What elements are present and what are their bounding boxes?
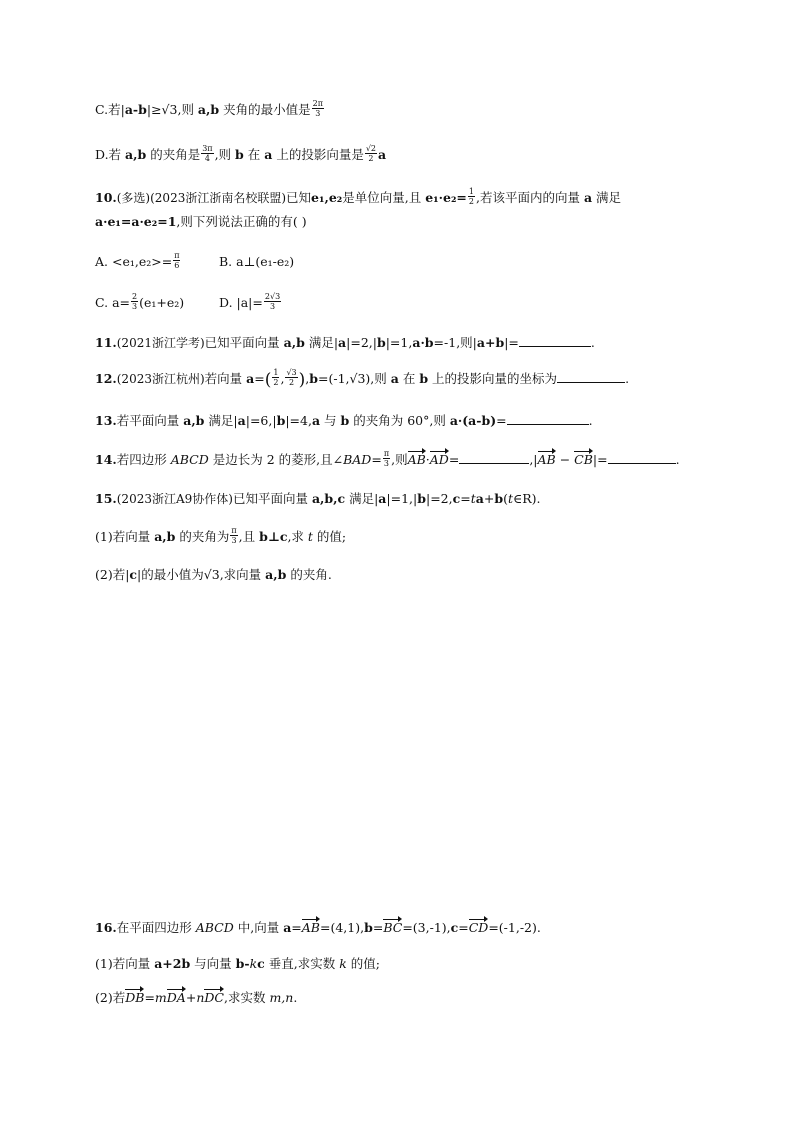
question-number: 13. <box>95 413 117 428</box>
vec-text: a-b <box>124 102 147 117</box>
option-9d <box>95 145 386 165</box>
question-16: 16.在平面四边形 ABCD 中,向量 a=AB=(4,1),b=BC=(3,-1),c=CD=(-1,-2). <box>95 918 541 938</box>
text: 的夹角是 <box>146 147 201 162</box>
vec-text: e₁·e₂= <box>425 190 467 205</box>
text: 已知 <box>286 190 312 205</box>
answer-blank[interactable] <box>459 451 529 464</box>
question-14: 14.若四边形 ABCD 是边长为 2 的菱形,且∠BAD= $\frac{\pi}{3}$ ,则AB·AD= ,|AB − CB|= . <box>95 449 680 468</box>
question-10 <box>95 188 621 208</box>
question-number: 16. <box>95 920 117 935</box>
fraction: $\frac{2\pi}{3}$ <box>312 99 323 118</box>
question-number: 10. <box>95 190 117 205</box>
vec-text: b <box>235 147 244 162</box>
text: 满足 <box>592 190 622 205</box>
question-16-part1: (1)若向量 a+2b 与向量 b-kc 垂直,求实数 k 的值; <box>95 956 380 971</box>
option-a: A. <e₁,e₂>= $\frac{\pi}{6}$ <box>95 251 180 270</box>
source-tag: (多选)(2023浙江浙南名校联盟) <box>116 191 287 205</box>
question-10-options-cd <box>95 292 281 313</box>
question-number: 15. <box>95 491 117 506</box>
text: 在 <box>243 147 265 162</box>
question-10-options-ab <box>95 251 295 272</box>
question-15-part2: (2)若|c|的最小值为√3,求向量 a,b 的夹角. <box>95 567 332 582</box>
text: ,则下列说法正确的有( ) <box>176 214 307 229</box>
text: ≥ <box>151 102 162 117</box>
fraction: $\frac{1}{2}$ <box>468 187 474 206</box>
question-16-part2: (2)若DB=mDA+nDC,求实数 m,n. <box>95 988 297 1008</box>
answer-blank[interactable] <box>507 412 589 425</box>
text: D.若 <box>95 147 126 162</box>
text: 是单位向量,且 <box>342 190 426 205</box>
question-number: 12. <box>95 371 117 386</box>
text: ,若该平面内的向量 <box>476 190 584 205</box>
source-tag: (2023浙江杭州) <box>116 372 205 386</box>
text: ,则 <box>214 147 236 162</box>
fraction: $\frac{3\pi}{4}$ <box>202 144 213 163</box>
answer-blank[interactable] <box>519 334 591 347</box>
option-c: C. a= $\frac{2}{3}$ (e₁+e₂) <box>95 292 185 311</box>
answer-blank[interactable] <box>608 451 676 464</box>
question-number: 11. <box>95 335 117 350</box>
source-tag: (2023浙江A9协作体) <box>116 492 233 506</box>
question-12: 12.(2023浙江杭州)若向量 a=( $\frac{1}{2}$ , $\frac{√3}{2}$ ),b=(-1,√3),则 a 在 b 上的投影向量的坐标为 . <box>95 368 630 390</box>
answer-blank[interactable] <box>557 370 625 383</box>
option-b: B. a⊥(e₁-e₂) <box>219 254 295 269</box>
question-10-line2 <box>95 212 307 232</box>
vec-text: a <box>583 190 593 205</box>
vec-text: e₁,e₂ <box>311 190 343 205</box>
option-9c: C.若|a-b|≥√3,则 a,b 夹角的最小值是 $\frac{2\pi}{3}$ <box>95 99 323 118</box>
sqrt: √3 <box>161 102 178 117</box>
source-tag: (2021浙江学考) <box>116 336 205 350</box>
question-11: 11.(2021浙江学考)已知平面向量 a,b 满足|a|=2,|b|=1,a·b=-1,则|a+b|= . <box>95 335 595 350</box>
text: 夹角的最小值是 <box>219 102 311 117</box>
question-15-part1: (1)若向量 a,b 的夹角为 $\frac{\pi}{3}$ ,且 b⊥c,求 t 的值; <box>95 526 347 545</box>
question-13: 13.若平面向量 a,b 满足|a|=6,|b|=4,a 与 b 的夹角为 60°,则 a·(a-b)= . <box>95 413 593 428</box>
fraction: $\frac{√2}{2}$ <box>365 144 377 163</box>
vec-text: a <box>264 147 273 162</box>
vec-text: a,b <box>125 147 147 162</box>
vec-text: a·e₁=a·e₂=1 <box>95 214 177 229</box>
question-15: 15.(2023浙江A9协作体)已知平面向量 a,b,c 满足|a|=1,|b|=2,c=ta+b(t∈R). <box>95 491 541 506</box>
text: ,则 <box>177 102 198 117</box>
text: 上的投影向量是 <box>272 147 364 162</box>
vec-text: a <box>378 147 387 162</box>
question-number: 14. <box>95 452 117 467</box>
option-d: D. |a|= $\frac{2√3}{3}$ <box>219 292 281 311</box>
vec-text: a,b <box>197 102 220 117</box>
text: C.若 <box>95 102 121 117</box>
